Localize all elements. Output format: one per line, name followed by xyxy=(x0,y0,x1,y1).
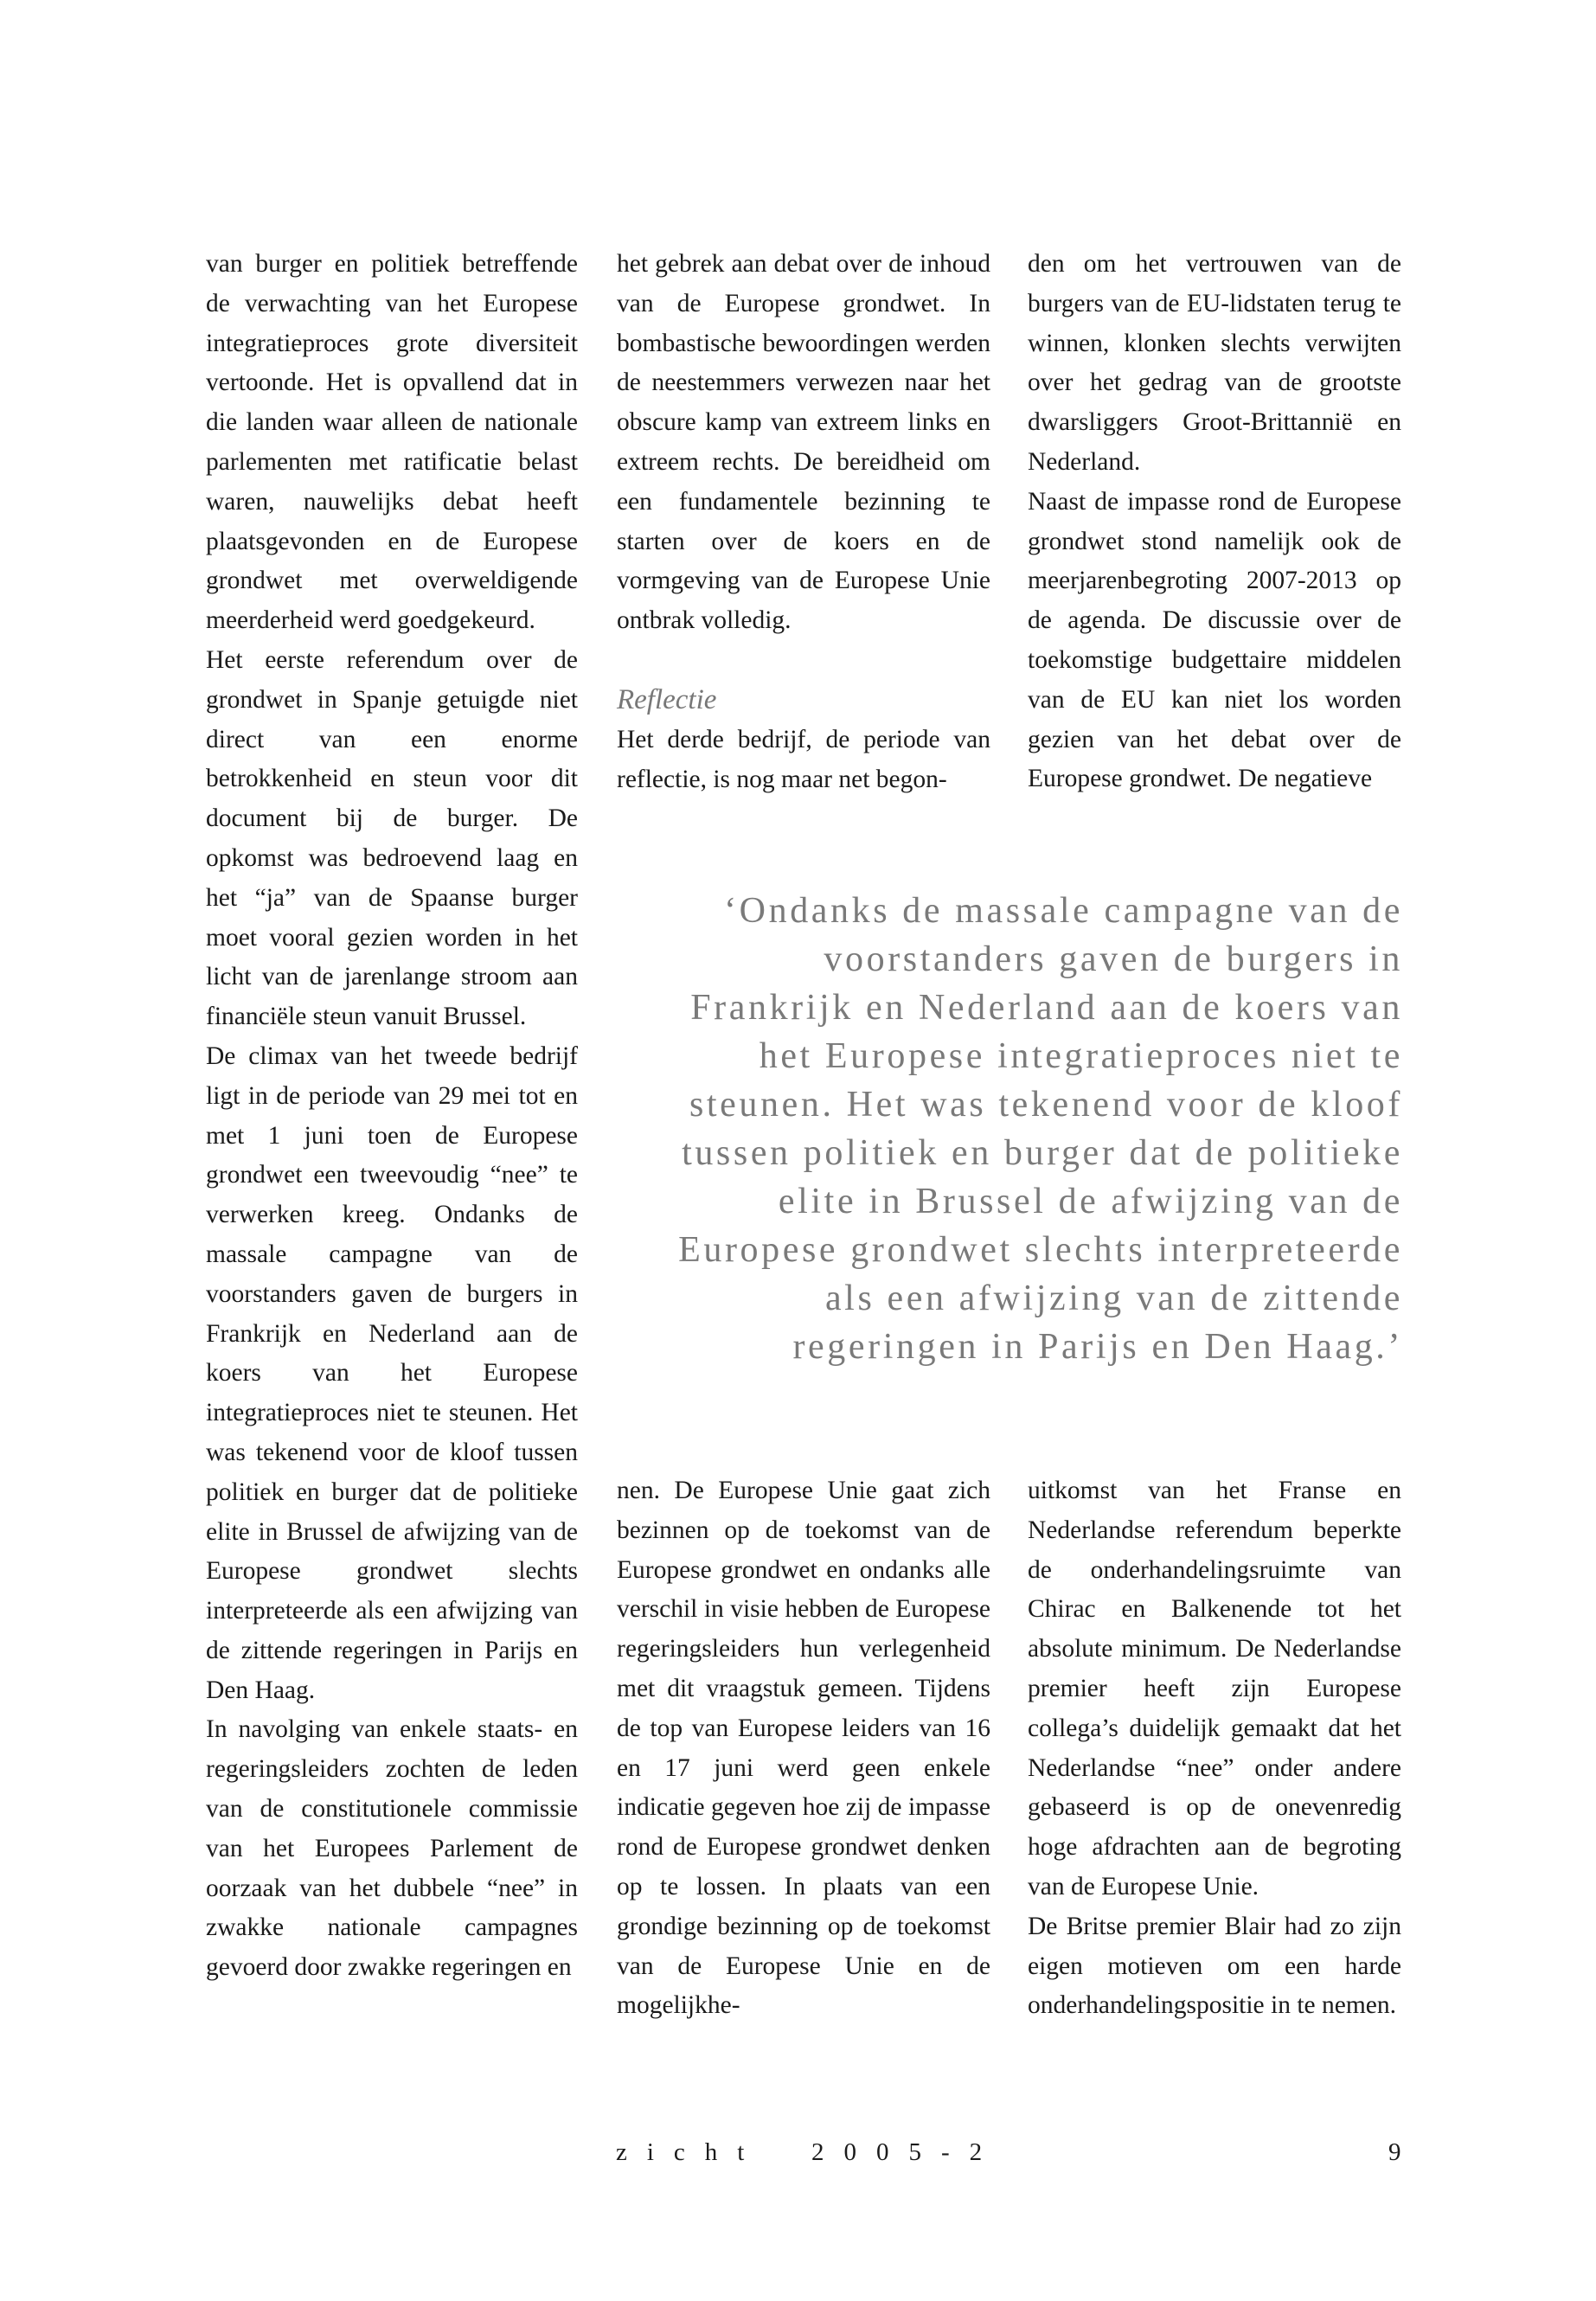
article-column-2-top xyxy=(617,245,990,799)
paragraph: Naast de impasse rond de Europese grondwet stond namelijk ook de meerjarenbegroting 2007-2013 op de agenda. De discussie over de toekomstige budgettaire middelen van de EU kan niet los worden gezien van het debat over de Europese grondwet. De negatieve xyxy=(1028,487,1401,793)
pull-quote-line: Europese grondwet slechts interpreteerde xyxy=(678,1230,1403,1270)
paragraph: van burger en politiek betreffende de verwachting van het Europese integratieproces grote diversiteit vertoonde. Het is opvallend dat in die landen waar alleen de nationale parlementen met ratificatie belast waren, nauwelijks debat heeft plaatsgevonden en de Europese grondwet met overweldigende meerderheid werd goedgekeurd. xyxy=(206,250,578,635)
paragraph: De climax van het tweede bedrijf ligt in de periode van 29 mei tot en met 1 juni toen de Europese grondwet een tweevoudig “nee” te verwerken kreeg. Ondanks de massale campagne van de voorstanders gaven de burgers in Frankrijk en Nederland aan de koers van het Europese integratieproces niet te steunen. Het was tekenend voor de kloof tussen politiek en burger dat de politieke elite in Brussel de afwijzing van de Europese grondwet slechts interpreteerde als een afwijzing van de zittende regeringen in Parijs en Den Haag. xyxy=(206,1042,578,1704)
pull-quote-line: Frankrijk en Nederland aan de koers van xyxy=(690,988,1403,1028)
pull-quote-line: het Europese integratieproces niet te xyxy=(759,1036,1403,1076)
paragraph: In navolging van enkele staats- en regeringsleiders zochten de leden van de constitutionele commissie van het Europees Parlement de oorzaak van het dubbele “nee” in zwakke nationale campagnes gevoerd door zwakke regeringen en xyxy=(206,1715,578,1982)
paragraph: den om het vertrouwen van de burgers van de EU-lidstaten terug te winnen, klonken slechts verwijten over het gedrag van de grootste dwarsliggers Groot-Brittannië en Nederland. xyxy=(1028,250,1401,476)
page-number: 9 xyxy=(1388,2138,1401,2166)
pull-quote xyxy=(614,887,1403,1371)
article-column-1 xyxy=(206,245,578,1988)
article-column-3-top xyxy=(1028,245,1401,799)
paragraph: uitkomst van het Franse en Nederlandse referendum beperkte de onderhandelingsruimte van Chirac en Balkenende tot het absolute minimum. De Nederlandse premier heeft zijn Europese collega’s duidelijk gemaakt dat het Nederlandse “nee” onder andere gebaseerd is op de onevenredig hoge afdrachten aan de begroting van de Europese Unie. xyxy=(1028,1477,1401,1900)
pull-quote-line: als een afwijzing van de zittende xyxy=(824,1279,1403,1318)
pull-quote-line: steunen. Het was tekenend voor de kloof xyxy=(689,1085,1403,1125)
pull-quote-line: tussen politiek en burger dat de politieke xyxy=(682,1133,1403,1173)
article-column-3-bottom xyxy=(1028,1471,1401,2026)
article-column-2-bottom xyxy=(617,1471,990,2026)
footer-issue: 2005-2 xyxy=(811,2138,1003,2166)
paragraph: Het derde bedrijf, de periode van reflectie, is nog maar net begon- xyxy=(617,725,990,793)
paragraph: Het eerste referendum over de grondwet in Spanje getuigde niet direct van een enorme betrokkenheid en steun voor dit document bij de burger. De opkomst was bedroevend laag en het “ja” van de Spaanse burger moet vooral gezien worden in het licht van de jarenlange stroom aan financiële steun vanuit Brussel. xyxy=(206,645,578,1031)
pull-quote-line: ‘Ondanks de massale campagne van de xyxy=(724,891,1403,931)
pull-quote-line: elite in Brussel de afwijzing van de xyxy=(778,1182,1403,1221)
pull-quote-line: voorstanders gaven de burgers in xyxy=(824,939,1403,979)
pull-quote-line: regeringen in Parijs en Den Haag.’ xyxy=(792,1327,1403,1367)
section-heading: Reflectie xyxy=(617,683,717,715)
paragraph: De Britse premier Blair had zo zijn eigen motieven om een harde onderhandelingspositie in te nemen. xyxy=(1028,1912,1401,2020)
paragraph: het gebrek aan debat over de inhoud van de Europese grondwet. In bombastische bewoordingen werden de neestemmers verwezen naar het obscure kamp van extreem links en extreem rechts. De bereidheid om een fundamentele bezinning te starten over de koers en de vormgeving van de Europese Unie ontbrak volledig. xyxy=(617,250,990,635)
paragraph: nen. De Europese Unie gaat zich bezinnen op de toekomst van de Europese grondwet en ondanks alle verschil in visie hebben de Europese regeringsleiders hun verlegenheid met dit vraagstuk gemeen. Tijdens de top van Europese leiders van 16 en 17 juni werd geen enkele indicatie gegeven hoe zij de impasse rond de Europese grondwet denken op te lossen. In plaats van een grondige bezinning op de toekomst van de Europese Unie en de mogelijkhe- xyxy=(617,1477,990,2020)
footer-magazine-name: zicht xyxy=(616,2138,765,2166)
